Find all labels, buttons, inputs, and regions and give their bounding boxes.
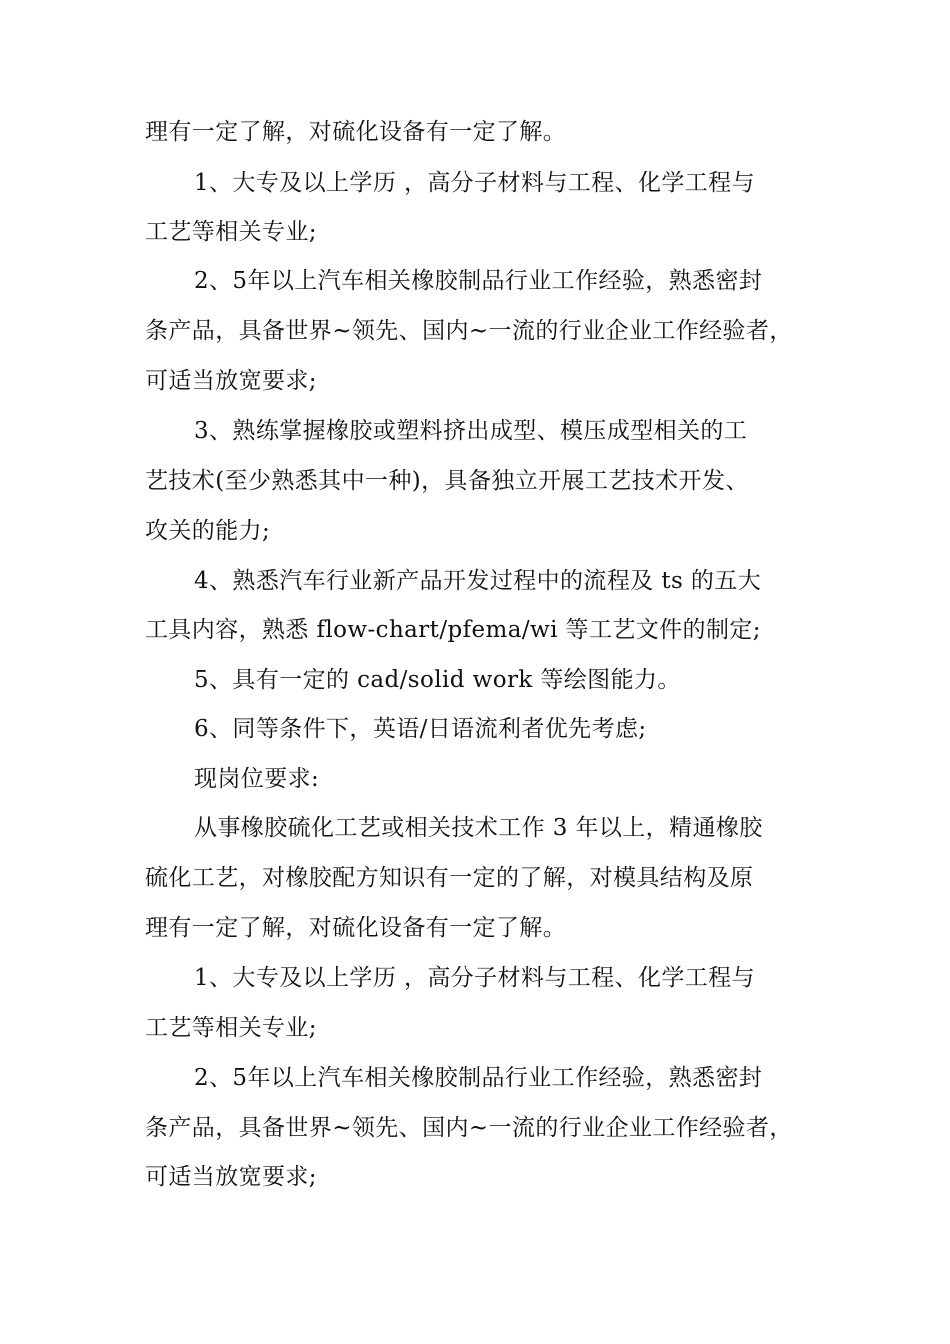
list-item-text: 6、同等条件下，英语/日语流利者优先考虑; [194, 716, 647, 742]
text-line: 硫化工艺，对橡胶配方知识有一定的了解，对模具结构及原 [145, 865, 754, 891]
text-line: 工艺等相关专业; [145, 1015, 317, 1041]
section-heading: 现岗位要求: [194, 766, 320, 792]
paragraph-text: 从事橡胶硫化工艺或相关技术工作 3 年以上，精通橡胶 [194, 815, 763, 841]
text-line: 可适当放宽要求; [145, 1164, 317, 1190]
text-line: 理有一定了解，对硫化设备有一定了解。 [145, 915, 567, 941]
list-item-text: 5、具有一定的 cad/solid work 等绘图能力。 [194, 667, 681, 693]
text-line: 工艺等相关专业; [145, 219, 317, 245]
list-item-text: 1、大专及以上学历 ，高分子材料与工程、化学工程与 [194, 170, 755, 196]
list-item-text: 3、熟练掌握橡胶或塑料挤出成型、模压成型相关的工 [194, 418, 748, 444]
list-item-text: 4、熟悉汽车行业新产品开发过程中的流程及 ts 的五大 [194, 568, 762, 594]
text-line: 可适当放宽要求; [145, 368, 317, 394]
text-line: 条产品，具备世界~领先、国内~一流的行业企业工作经验者， [145, 318, 793, 344]
text-line: 攻关的能力; [145, 518, 271, 544]
list-item-text: 1、大专及以上学历 ，高分子材料与工程、化学工程与 [194, 965, 755, 991]
list-item-text: 2、5年以上汽车相关橡胶制品行业工作经验，熟悉密封 [194, 268, 763, 294]
list-item-text: 2、5年以上汽车相关橡胶制品行业工作经验，熟悉密封 [194, 1065, 763, 1091]
text-line: 艺技术(至少熟悉其中一种)，具备独立开展工艺技术开发、 [145, 468, 749, 494]
text-line: 条产品，具备世界~领先、国内~一流的行业企业工作经验者， [145, 1115, 793, 1141]
text-line: 理有一定了解，对硫化设备有一定了解。 [145, 119, 567, 145]
text-line: 工具内容，熟悉 flow-chart/pfema/wi 等工艺文件的制定; [145, 617, 761, 643]
